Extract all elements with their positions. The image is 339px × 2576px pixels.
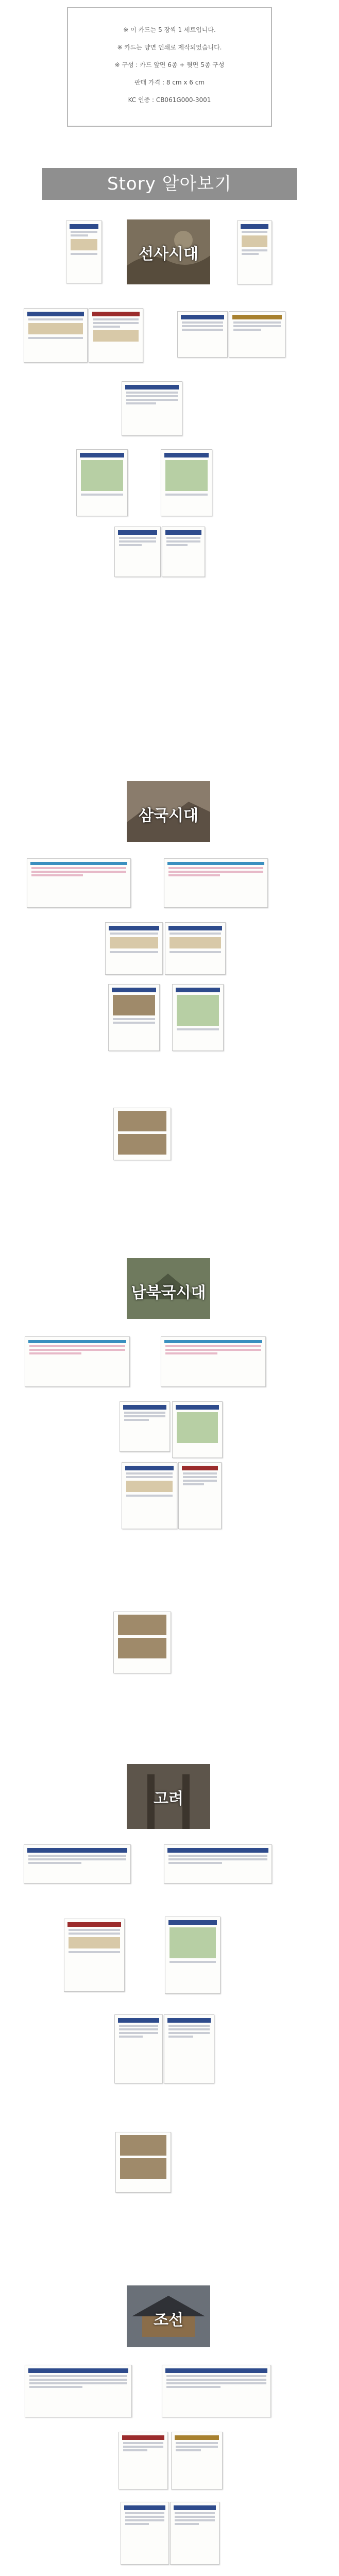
period-title: 조선 [154,2311,183,2329]
card-thumbnail [172,984,224,1051]
card-thumbnail [108,984,160,1051]
period-title: 삼국시대 [139,807,198,825]
card-thumbnail [164,858,268,908]
notice-box [67,7,272,127]
card-thumbnail [177,311,228,358]
card-thumbnail [24,308,88,363]
card-thumbnail [120,1401,170,1452]
period-title: 선사시대 [139,245,198,263]
card-thumbnail [229,311,285,358]
card-thumbnail [171,2432,223,2489]
card-thumbnail [164,2014,214,2083]
period-photo [127,2285,210,2347]
notice-line: ※ 구성 : 카드 앞면 6종 + 뒷면 5종 구성 [114,61,225,69]
card-thumbnail [161,449,212,516]
period-photo [127,781,210,842]
card-thumbnail [165,922,226,975]
card-thumbnail [170,2502,219,2565]
period-photo [127,219,210,284]
notice-line: ※ 카드는 양면 인쇄로 제작되었습니다. [117,44,222,51]
card-thumbnail [122,1462,177,1529]
card-thumbnail [165,1917,221,1994]
card-thumbnail [64,1919,125,1992]
card-thumbnail [25,1336,130,1387]
card-thumbnail [122,381,182,436]
card-thumbnail [237,221,272,284]
period-photo [127,1258,210,1319]
card-thumbnail [121,2502,169,2565]
card-thumbnail [118,2432,168,2489]
card-thumbnail [114,2014,163,2083]
story-banner: Story 알아보기 [42,168,297,200]
card-thumbnail [76,449,128,516]
card-thumbnail [178,1462,222,1529]
period-title: 남북국시대 [131,1284,206,1302]
period-title: 고려 [154,1790,183,1808]
notice-line: 판매 가격 : 8 cm x 6 cm [134,79,205,86]
card-thumbnail [25,2365,132,2417]
card-thumbnail [115,2132,171,2193]
period-photo [127,1764,210,1829]
notice-line: KC 인증 : CB061G000-3001 [128,96,211,104]
card-thumbnail [172,1401,223,1458]
card-thumbnail [113,1108,171,1160]
card-thumbnail [24,1844,131,1884]
notice-line: ※ 이 카드는 5 장씩 1 세트입니다. [123,26,216,33]
card-thumbnail [105,922,163,975]
card-thumbnail [114,527,161,577]
card-thumbnail [66,221,102,283]
card-thumbnail [113,1612,171,1673]
card-thumbnail [89,308,143,363]
card-thumbnail [162,2365,271,2417]
card-thumbnail [162,527,205,577]
card-thumbnail [161,1336,266,1387]
card-thumbnail [164,1844,272,1884]
card-thumbnail [27,858,131,908]
